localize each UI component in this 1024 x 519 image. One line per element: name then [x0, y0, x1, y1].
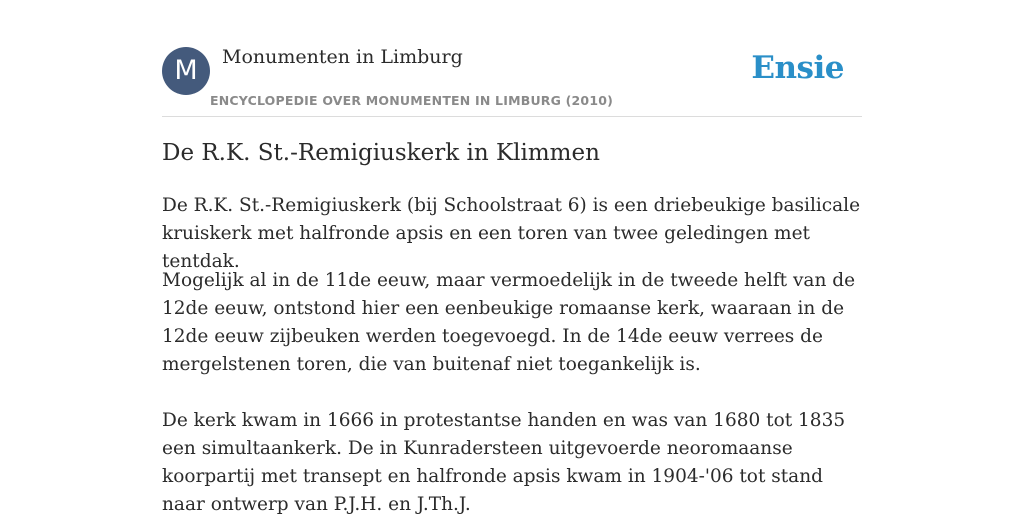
- article-paragraph-3: De kerk kwam in 1666 in protestantse handen en was van 1680 tot 1835 een simultaankerk. De in Kunradersteen uitgevoerde neoromaanse koorpartij met transept en halfronde apsis kwam in 1904-'06 tot stand naar ontwerp van P.J.H. en J.Th.J.: [162, 410, 846, 515]
- source-avatar[interactable]: M: [162, 47, 210, 95]
- article-paragraph-1: De R.K. St.-Remigiuskerk (bij Schoolstraat 6) is een driebeukige basilicale kruiskerk met halfronde apsis en een toren van twee geledingen met tentdak.: [162, 195, 861, 272]
- page: [162, 0, 862, 515]
- site-header: [162, 0, 862, 117]
- source-subtitle: ENCYCLOPEDIE OVER MONUMENTEN IN LIMBURG (2010): [210, 93, 614, 108]
- article-paragraph-2: Mogelijk al in de 11de eeuw, maar vermoedelijk in de tweede helft van de 12de eeuw, ontstond hier een eenbeukige romaanse kerk, waaraan in de 12de eeuw zijbeuken werden toegevoegd. In de 14de eeuw verrees de mergelstenen toren, die van buitenaf niet toegankelijk is.: [162, 270, 856, 375]
- ensie-logo[interactable]: Ensie: [751, 50, 844, 86]
- source-title-link[interactable]: Monumenten in Limburg: [222, 46, 463, 68]
- article-title: De R.K. St.-Remigiuskerk in Klimmen: [162, 140, 600, 166]
